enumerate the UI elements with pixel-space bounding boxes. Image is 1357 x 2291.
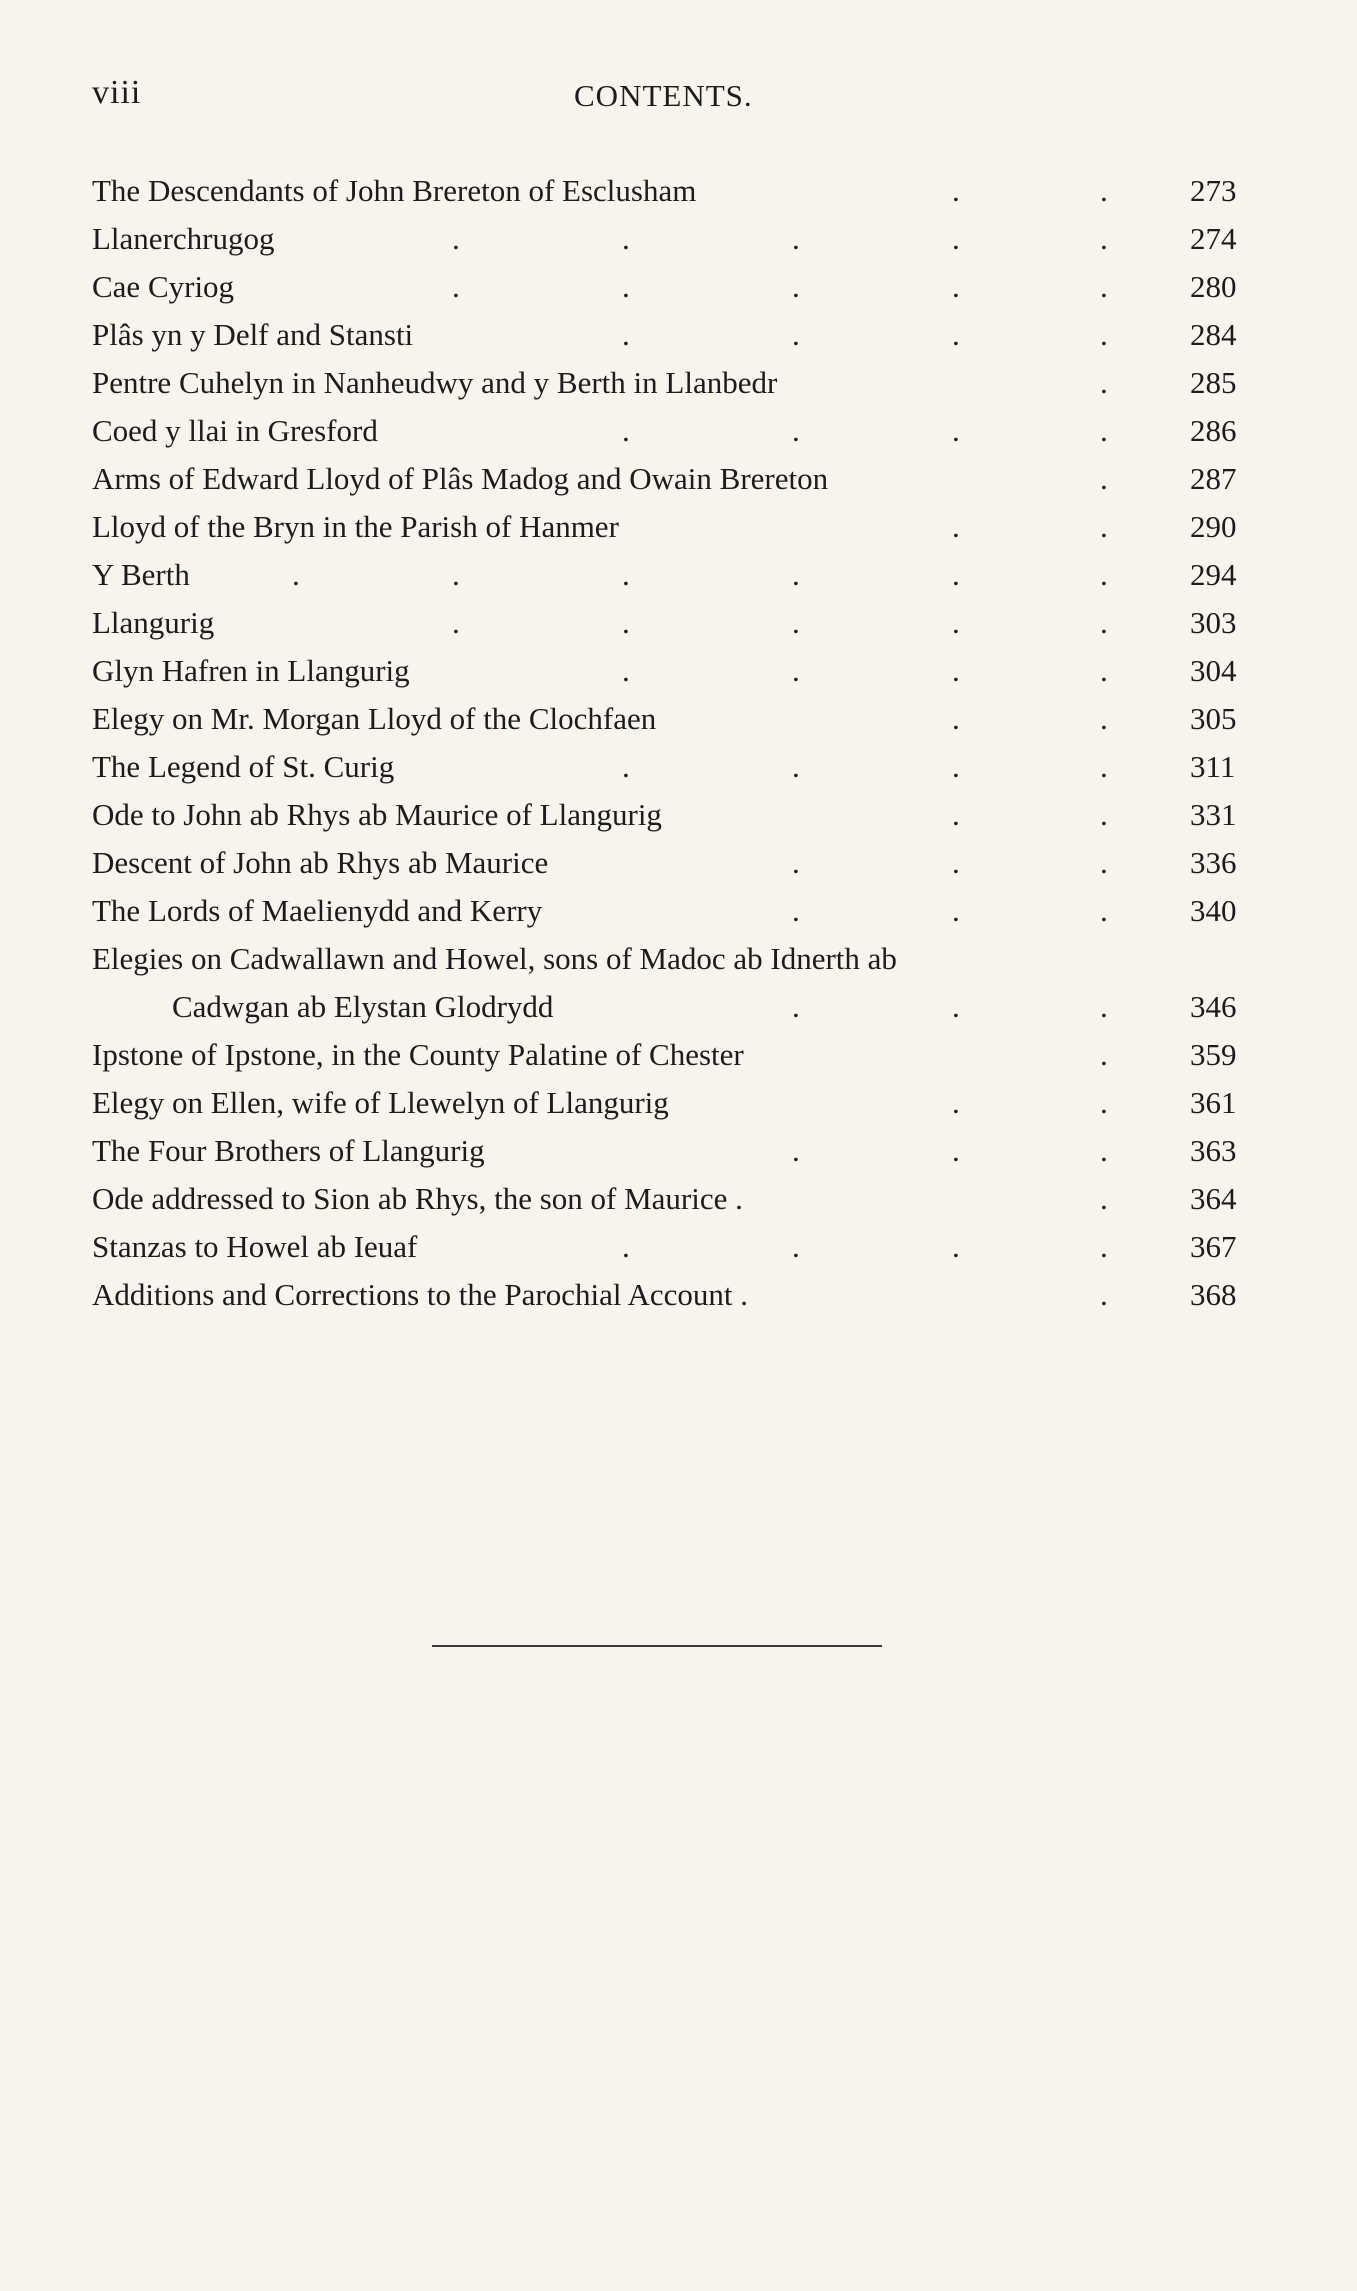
toc-entry-page: 346 xyxy=(1190,989,1237,1024)
toc-entry-page: 273 xyxy=(1190,173,1237,208)
toc-entry-page: 340 xyxy=(1190,893,1237,928)
toc-entry-page: 359 xyxy=(1190,1037,1237,1072)
toc-entry-title: Y Berth xyxy=(92,557,190,592)
toc-entry-page: 287 xyxy=(1190,461,1237,496)
toc-entry-title: Coed y llai in Gresford xyxy=(92,413,378,448)
toc-entry-title: Elegy on Mr. Morgan Lloyd of the Clochfaen xyxy=(92,701,657,736)
page-title: CONTENTS. xyxy=(574,78,753,113)
toc-entry-page: 286 xyxy=(1190,413,1237,448)
toc-entry xyxy=(92,1271,1252,1319)
toc-entry-title: Stanzas to Howel ab Ieuaf xyxy=(92,1229,418,1264)
toc-entry-title: Glyn Hafren in Llangurig xyxy=(92,653,410,688)
toc-entry-page: 284 xyxy=(1190,317,1237,352)
toc-entry xyxy=(92,167,1252,215)
toc-entry xyxy=(92,263,1252,311)
toc-entry-title: Pentre Cuhelyn in Nanheudwy and y Berth in Llanbedr xyxy=(92,365,778,400)
toc-entry xyxy=(92,1127,1252,1175)
toc-entry xyxy=(92,1079,1252,1127)
toc-entry xyxy=(92,503,1252,551)
leader-dots: . . xyxy=(952,173,1108,208)
leader-dots: . xyxy=(1100,365,1108,400)
leader-dots: . . xyxy=(952,797,1108,832)
toc-entry-title: The Legend of St. Curig xyxy=(92,749,395,784)
running-head xyxy=(92,74,1242,124)
leader-dots: . . . . xyxy=(622,749,1108,784)
leader-dots: . . xyxy=(952,509,1108,544)
toc-entry-title: Descent of John ab Rhys ab Maurice xyxy=(92,845,549,880)
toc-entry xyxy=(92,407,1252,455)
toc-entry xyxy=(92,215,1252,263)
leader-dots: . . . . . xyxy=(452,605,1108,640)
leader-dots: . . . . xyxy=(622,1229,1108,1264)
toc-entry-page: 304 xyxy=(1190,653,1237,688)
toc-entry-page: 336 xyxy=(1190,845,1237,880)
leader-dots: . . xyxy=(952,701,1108,736)
toc-entry-page: 311 xyxy=(1190,749,1236,784)
toc-entry xyxy=(92,551,1252,599)
leader-dots: . . . xyxy=(792,845,1108,880)
toc-entry-page: 290 xyxy=(1190,509,1237,544)
toc-entry-page: 274 xyxy=(1190,221,1237,256)
toc-entry-page: 305 xyxy=(1190,701,1237,736)
toc-entry-title: Llanerchrugog xyxy=(92,221,275,256)
toc-entry-title: Arms of Edward Lloyd of Plâs Madog and Owain Brereton xyxy=(92,461,829,496)
toc-entry-title: Ode addressed to Sion ab Rhys, the son of Maurice . xyxy=(92,1181,743,1216)
toc-entry-title: The Four Brothers of Llangurig xyxy=(92,1133,485,1168)
toc-entry-title: Additions and Corrections to the Parochial Account . xyxy=(92,1277,749,1312)
toc-entry-page: 303 xyxy=(1190,605,1237,640)
toc-entry xyxy=(92,599,1252,647)
toc-entry xyxy=(92,839,1252,887)
leader-dots: . . . . . xyxy=(452,269,1108,304)
leader-dots: . xyxy=(1100,461,1108,496)
toc-entry-title: Elegy on Ellen, wife of Llewelyn of Llangurig xyxy=(92,1085,669,1120)
toc-entry xyxy=(92,1031,1252,1079)
toc-entry-page: 331 xyxy=(1190,797,1237,832)
leader-dots: . xyxy=(1100,1037,1108,1072)
page-number: viii xyxy=(92,74,142,111)
toc-entry-title: Ode to John ab Rhys ab Maurice of Llangurig xyxy=(92,797,662,832)
toc-entry-title: The Descendants of John Brereton of Esclusham xyxy=(92,173,697,208)
toc-entry-title: Llangurig xyxy=(92,605,215,640)
toc-entry-title: Ipstone of Ipstone, in the County Palatine of Chester xyxy=(92,1037,744,1072)
horizontal-rule xyxy=(432,1645,882,1647)
leader-dots: . . . . xyxy=(622,317,1108,352)
toc-entry-page: 285 xyxy=(1190,365,1237,400)
toc-entry xyxy=(92,743,1252,791)
toc-entry xyxy=(92,1175,1252,1223)
toc-entry xyxy=(92,1223,1252,1271)
leader-dots: . . . . . xyxy=(452,221,1108,256)
leader-dots: . . . . xyxy=(622,413,1108,448)
toc-entry xyxy=(92,359,1252,407)
toc-entry-page: 364 xyxy=(1190,1181,1237,1216)
toc-entry-title: Lloyd of the Bryn in the Parish of Hanmer xyxy=(92,509,619,544)
toc-entry-page: 280 xyxy=(1190,269,1237,304)
leader-dots: . xyxy=(1100,1277,1108,1312)
toc-entry xyxy=(92,935,1252,983)
toc-entry-title: The Lords of Maelienydd and Kerry xyxy=(92,893,543,928)
toc-entry xyxy=(92,791,1252,839)
toc-entry-title: Cadwgan ab Elystan Glodrydd xyxy=(172,989,554,1024)
toc-entry-title: Cae Cyriog xyxy=(92,269,235,304)
table-of-contents xyxy=(92,167,1252,1319)
leader-dots: . . . xyxy=(792,893,1108,928)
toc-entry xyxy=(92,647,1252,695)
toc-entry-page: 361 xyxy=(1190,1085,1237,1120)
leader-dots: . . . . . . xyxy=(292,557,1108,592)
toc-entry xyxy=(92,311,1252,359)
leader-dots: . xyxy=(1100,1181,1108,1216)
toc-entry xyxy=(92,887,1252,935)
leader-dots: . . xyxy=(952,1085,1108,1120)
toc-entry xyxy=(92,455,1252,503)
leader-dots: . . . xyxy=(792,1133,1108,1168)
toc-entry-page: 368 xyxy=(1190,1277,1237,1312)
toc-entry-page: 367 xyxy=(1190,1229,1237,1264)
leader-dots: . . . xyxy=(792,989,1108,1024)
toc-entry xyxy=(92,695,1252,743)
leader-dots: . . . . xyxy=(622,653,1108,688)
toc-entry-page: 294 xyxy=(1190,557,1237,592)
toc-entry-page: 363 xyxy=(1190,1133,1237,1168)
toc-entry xyxy=(92,983,1252,1031)
toc-entry-title: Elegies on Cadwallawn and Howel, sons of Madoc ab Idnerth ab xyxy=(92,941,897,976)
toc-entry-title: Plâs yn y Delf and Stansti xyxy=(92,317,414,352)
